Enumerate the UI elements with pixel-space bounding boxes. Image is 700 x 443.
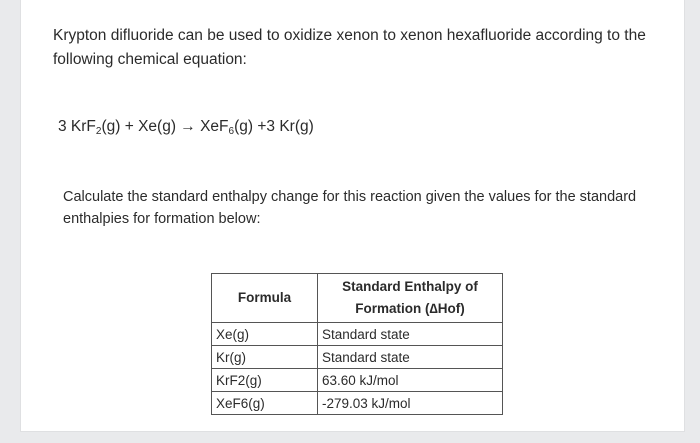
formula-cell: Xe(g) [212,323,318,346]
formula-cell: Kr(g) [212,346,318,369]
intro-text: Krypton difluoride can be used to oxidize xenon to xenon hexafluoride according to the following chemical equation: [53,27,646,68]
enthalpy-cell: 63.60 kJ/mol [318,369,503,392]
table-row [212,369,503,392]
enthalpy-cell: Standard state [318,323,503,346]
enthalpy-cell: -279.03 kJ/mol [318,392,503,415]
question-text: Calculate the standard enthalpy change for this reaction given the values for the standard enthalpies for formation below: [63,189,637,227]
header-enthalpy-line-1: Standard Enthalpy of [342,279,478,294]
question-card [20,0,685,432]
table-row [212,392,503,415]
formula-cell: KrF2(g) [212,369,318,392]
enthalpy-cell: Standard state [318,346,503,369]
equation-part-1: 3 KrF [58,118,96,135]
formula-cell: XeF6(g) [212,392,318,415]
chemical-equation [58,115,314,144]
equation-part-2: (g) + Xe(g) → XeF [101,118,229,135]
header-enthalpy-line-2: Formation (∆Hof) [355,301,465,316]
table-row [212,346,503,369]
table-header-row [212,274,503,323]
enthalpy-table [211,273,503,415]
table-row [212,323,503,346]
equation-subscript-1: 2 [95,126,102,137]
header-formula: Formula [212,274,318,323]
equation-subscript-2: 6 [228,126,235,137]
equation-part-3: (g) +3 Kr(g) [234,118,314,135]
header-enthalpy [318,274,503,323]
